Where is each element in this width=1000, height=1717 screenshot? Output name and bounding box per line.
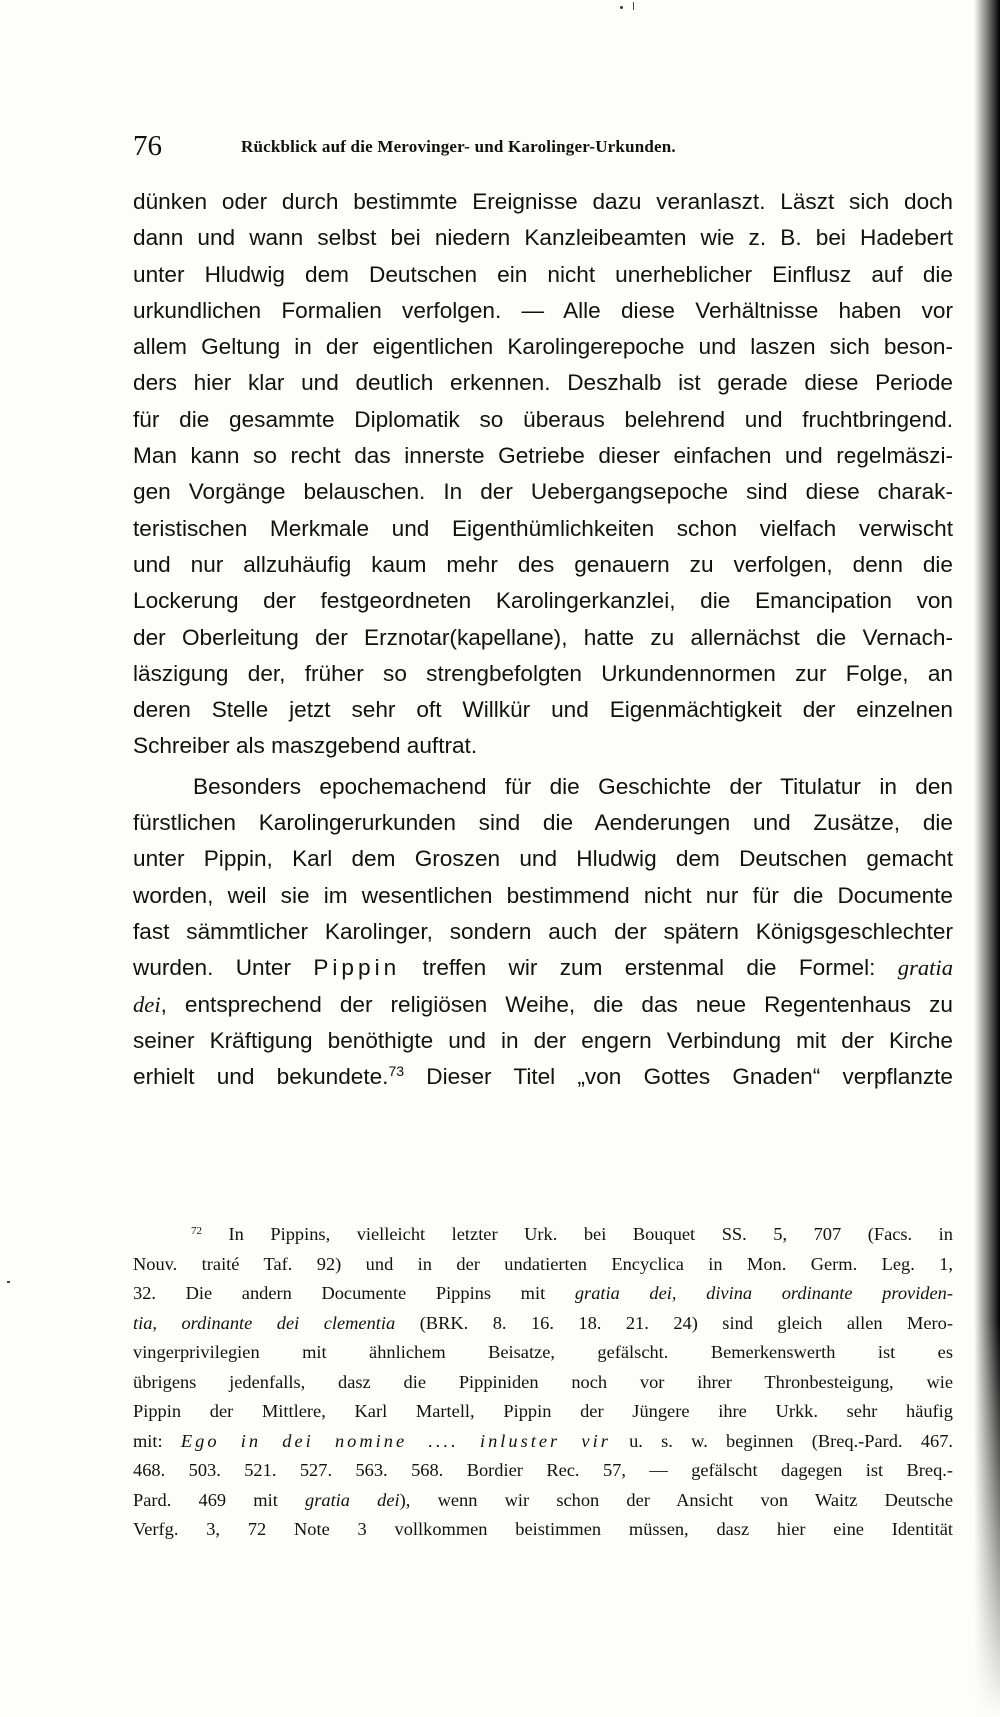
running-title: Rückblick auf die Merovinger- und Karolinger-Urkunden. (241, 137, 676, 156)
italic-phrase: tia, ordinante dei clementia (133, 1312, 396, 1333)
text-line: dünken oder durch bestimmte Ereignisse dazu veranlaszt. Läszt sich doch (133, 189, 953, 214)
text-line: läszigung der, früher so strengbefolgten Urkundennormen zur Folge, an (133, 660, 953, 686)
footnote-line: Verfg. 3, 72 Note 3 vollkommen beistimmen müssen, dasz hier eine Identität (133, 1519, 953, 1539)
text-run: ), wenn wir schon der Ansicht von Waitz Deutsche (399, 1489, 953, 1510)
italic-phrase: gratia dei, divina ordinante providen- (574, 1283, 953, 1303)
running-head (133, 128, 953, 164)
text-run: u. s. w. beginnen (Breq.-Pard. 467. (629, 1430, 954, 1451)
spaced-name: Pippin (313, 955, 401, 981)
italic-phrase: dei (133, 991, 161, 1017)
text-line (133, 950, 953, 986)
footnote-line (133, 1279, 953, 1309)
text-line: Man kann so recht das innerste Getriebe dieser einfachen und regelmäszi- (133, 443, 953, 469)
italic-phrase: gratia (897, 955, 954, 981)
text-line (133, 987, 953, 1023)
text-run: wurden. Unter (133, 955, 291, 981)
binding-shadow-fade (974, 1320, 1000, 1717)
footnote-line (133, 1220, 953, 1250)
text-run: mit: (133, 1430, 163, 1451)
text-line: ders hier klar und deutlich erkennen. Deszhalb ist gerade diese Periode (133, 370, 953, 396)
text-run: 32. Die andern Documente Pippins mit (133, 1283, 546, 1303)
footnote-number: 72 (191, 1225, 202, 1237)
footnote-line: 468. 503. 521. 527. 563. 568. Bordier Rec. 57, — gefälscht dagegen ist Breq.- (133, 1460, 953, 1480)
text-line: Schreiber als maszgebend auftrat. (133, 733, 478, 759)
text-line: seiner Kräftigung benöthigte und in der engern Verbindung mit der Kirche (133, 1027, 953, 1053)
text-line: Besonders epochemachend für die Geschichte der Titulatur in den (193, 773, 953, 799)
text-line: unter Hludwig dem Deutschen ein nicht unerheblicher Einflusz auf die (133, 261, 953, 287)
text-line: fürstlichen Karolingerurkunden sind die Aenderungen und Zusätze, die (133, 810, 953, 836)
text-run: , entsprechend der religiösen Weihe, die das neue Regentenhaus zu (160, 991, 953, 1017)
scan-speck (620, 6, 623, 9)
footnote-line (133, 1427, 953, 1457)
scan-speck (633, 2, 634, 10)
footnotes (133, 1220, 953, 1545)
text-line: worden, weil sie im wesentlichen bestimmend nicht nur für die Documente (133, 882, 953, 908)
main-text (133, 184, 953, 1095)
text-line: deren Stelle jetzt sehr oft Willkür und Eigenmächtigkeit der einzelnen (133, 697, 953, 723)
scan-speck (7, 1281, 10, 1283)
text-line: unter Pippin, Karl dem Groszen und Hludwig dem Deutschen gemacht (133, 846, 953, 872)
text-line: gen Vorgänge belauschen. In der Uebergangsepoche sind diese charak- (133, 479, 953, 505)
text-line: dann und wann selbst bei niedern Kanzleibeamten wie z. B. bei Hadebert (133, 225, 953, 251)
text-line: der Oberleitung der Erznotar(kapellane), hatte zu allernächst die Vernach- (133, 624, 953, 650)
text-line: allem Geltung in der eigentlichen Karolingerepoche und laszen sich beson- (133, 334, 953, 360)
text-line: urkundlichen Formalien verfolgen. — Alle diese Verhältnisse haben vor (133, 297, 953, 323)
text-line: und nur allzuhäufig kaum mehr des genauern zu verfolgen, denn die (133, 551, 953, 577)
text-run: treffen wir zum erstenmal die Formel: (422, 955, 876, 981)
footnote-line: übrigens jedenfalls, dasz die Pippiniden noch vor ihrer Thronbesteigung, wie (133, 1371, 953, 1392)
text-run: (BRK. 8. 16. 18. 21. 24) sind gleich allen Mero- (419, 1312, 953, 1333)
footnote-marker: 73 (388, 1063, 405, 1080)
footnote-line (133, 1486, 953, 1516)
text-run: erhielt und bekundete. (133, 1064, 389, 1090)
footnote-line (133, 1309, 953, 1339)
text-line (133, 1059, 953, 1095)
text-run: In Pippins, vielleicht letzter Urk. bei Bouquet SS. 5, 707 (Facs. in (228, 1224, 953, 1244)
text-run: Pard. 469 mit (133, 1489, 278, 1510)
italic-phrase: gratia dei (305, 1489, 400, 1510)
text-line: für die gesammte Diplomatik so überaus belehrend und fruchtbringend. (133, 406, 953, 432)
footnote-line: vingerprivilegien mit ähnlichem Beisatze, gefälscht. Bemerkenswerth ist es (133, 1342, 953, 1362)
italic-phrase: Ego in dei nomine .... inluster vir (180, 1430, 611, 1451)
footnote-line: Pippin der Mittlere, Karl Martell, Pippin der Jüngere ihre Urkk. sehr häufig (133, 1401, 953, 1421)
page-number: 76 (133, 130, 162, 162)
text-line: Lockerung der festgeordneten Karolingerkanzlei, die Emancipation von (133, 588, 953, 614)
footnote-line: Nouv. traité Taf. 92) und in der undatierten Encyclica in Mon. Germ. Leg. 1, (133, 1253, 953, 1274)
text-run: Dieser Titel „von Gottes Gnaden“ verpflanzte (426, 1064, 953, 1090)
text-line: teristischen Merkmale und Eigenthümlichkeiten schon vielfach verwischt (133, 515, 953, 541)
text-line: fast sämmtlicher Karolinger, sondern auch der spätern Königsgeschlechter (133, 918, 953, 944)
